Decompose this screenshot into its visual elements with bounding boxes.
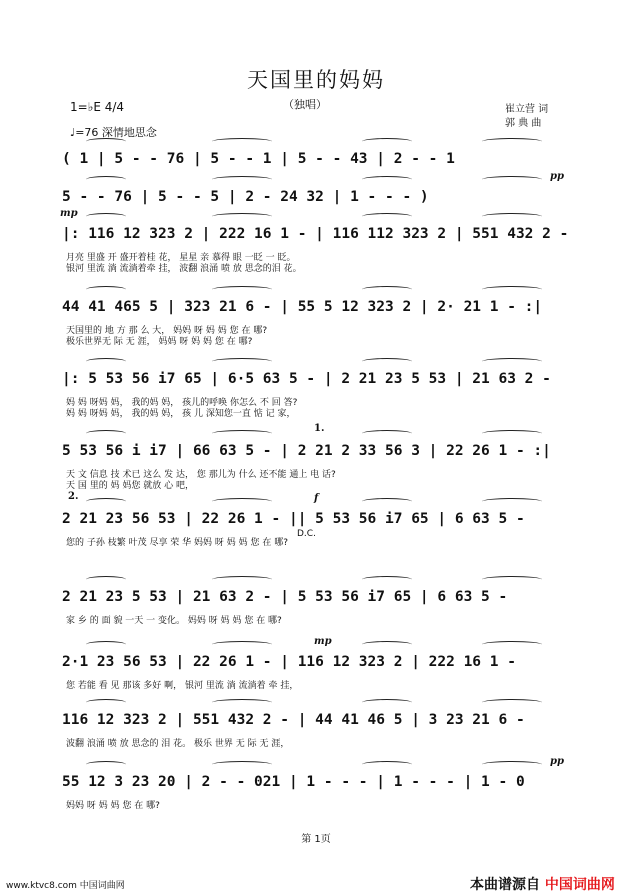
slur-mark: [362, 699, 412, 706]
slur-mark: [482, 699, 542, 706]
site-watermark: www.ktvc8.com 中国词曲网: [6, 881, 125, 891]
slur-mark: [362, 286, 412, 293]
slur-mark: [482, 213, 542, 220]
slur-mark: [212, 498, 272, 505]
slur-mark: [482, 761, 542, 768]
volta-bracket: 1.: [314, 423, 325, 434]
slur-mark: [212, 138, 272, 145]
dynamic-marking: pp: [550, 171, 564, 182]
slur-mark: [482, 641, 542, 648]
slur-mark: [362, 761, 412, 768]
score-system: [62, 756, 578, 822]
dynamic-marking: pp: [550, 756, 564, 767]
score-system: [62, 365, 578, 419]
score-system: [62, 636, 578, 702]
slur-mark: [86, 641, 126, 648]
notation-line: 2·1 23 56 53 | 22 26 1 - | 116 12 323 2 | 222 16 1 -: [62, 654, 516, 670]
slur-mark: [482, 430, 542, 437]
slur-mark: [482, 358, 542, 365]
slur-mark: [86, 498, 126, 505]
notation-line: 2 21 23 5 53 | 21 63 2 - | 5 53 56 i7 65 | 6 63 5 -: [62, 589, 508, 605]
key-signature: 1=♭E 4/4: [70, 100, 125, 114]
slur-mark: [86, 430, 126, 437]
lyric-line-1: 妈 妈 呀妈 妈， 我的妈 妈， 孩儿的呼唤 你怎么 不 回 答?: [66, 398, 298, 408]
slur-mark: [212, 641, 272, 648]
slur-mark: [212, 176, 272, 183]
lyric-line-1: 天 文 信息 技 术已 这么 发 达， 您 那儿为 什么 还不能 通上 电 话?: [66, 470, 336, 480]
score-system: [62, 583, 578, 637]
slur-mark: [86, 213, 126, 220]
lyric-line-1: 月亮 里盛 开 盛开着桂 花， 星星 亲 慕得 眼 一眨 一 眨。: [66, 253, 296, 263]
notation-line: |: 5 53 56 i7 65 | 6·5 63 5 - | 2 21 23 5 53 | 21 63 2 -: [62, 371, 551, 387]
slur-mark: [482, 576, 542, 583]
slur-mark: [362, 176, 412, 183]
slur-mark: [212, 358, 272, 365]
slur-mark: [362, 576, 412, 583]
slur-mark: [86, 176, 126, 183]
slur-mark: [86, 286, 126, 293]
lyric-line-1: 天国里的 地 方 那 么 大， 妈妈 呀 妈 妈 您 在 哪?: [66, 326, 268, 336]
lyric-line-1: 波翻 浪涌 喷 放 思念的 泪 花。 极乐 世界 无 际 无 涯，: [66, 739, 290, 749]
notation-line: ( 1 | 5 - - 76 | 5 - - 1 | 5 - - 43 | 2 - - 1: [62, 151, 455, 167]
da-capo-marking: D.C.: [297, 529, 316, 539]
slur-mark: [212, 430, 272, 437]
notation-line: 5 53 56 i i7 | 66 63 5 - | 2 21 2 33 56 3 | 22 26 1 - :|: [62, 443, 551, 459]
lyric-line-1: 家 乡 的 面 貌 一天 一 变化。 妈妈 呀 妈 妈 您 在 哪?: [66, 616, 282, 626]
source-brand: [470, 874, 615, 894]
lyric-line-1: 您 若能 看 见 那该 多好 啊， 银河 里流 淌 流淌着 牵 挂，: [66, 681, 299, 691]
dynamic-marking: mp: [60, 208, 78, 219]
slur-mark: [86, 761, 126, 768]
notation-line: 116 12 323 2 | 551 432 2 - | 44 41 46 5 | 3 23 21 6 -: [62, 712, 525, 728]
slur-mark: [212, 699, 272, 706]
slur-mark: [362, 213, 412, 220]
notation-line: 5 - - 76 | 5 - - 5 | 2 - 24 32 | 1 - - - ): [62, 189, 429, 205]
notation-line: |: 116 12 323 2 | 222 16 1 - | 116 112 323 2 | 551 432 2 -: [62, 226, 569, 242]
slur-mark: [86, 138, 126, 145]
lyric-line-2: 妈 妈 呀妈 妈， 我的妈 妈， 孩 儿 深知您一直 惦 记 家，: [66, 409, 296, 419]
slur-mark: [86, 358, 126, 365]
slur-mark: [212, 286, 272, 293]
brand-black-text: 本曲谱源自: [470, 877, 540, 893]
tempo-marking: ♩=76 深情地思念: [70, 126, 157, 139]
notation-line: 55 12 3 23 20 | 2 - - 021 | 1 - - - | 1 - - - | 1 - 0: [62, 774, 525, 790]
subtitle: （独唱）: [283, 98, 327, 111]
score-system: [62, 706, 578, 760]
slur-mark: [362, 430, 412, 437]
score-system: [62, 491, 578, 559]
dynamic-marking: f: [314, 493, 319, 504]
slur-mark: [362, 498, 412, 505]
slur-mark: [482, 138, 542, 145]
brand-red-text: 中国词曲网: [544, 877, 615, 893]
slur-mark: [482, 498, 542, 505]
composer-credit: 郭 典 曲: [505, 118, 542, 129]
slur-mark: [482, 286, 542, 293]
slur-mark: [212, 761, 272, 768]
slur-mark: [212, 213, 272, 220]
volta-bracket: 2.: [68, 491, 79, 502]
notation-line: 2 21 23 56 53 | 22 26 1 - || 5 53 56 i7 65 | 6 63 5 -: [62, 511, 525, 527]
slur-mark: [362, 358, 412, 365]
lyric-line-1: 您的 子孙 枝繁 叶茂 尽享 荣 华 妈妈 呀 妈 妈 您 在 哪?: [66, 538, 288, 548]
score-system: [62, 293, 578, 347]
lyric-line-2: 银河 里流 淌 流淌着牵 挂， 波翻 浪涌 喷 放 思念的泪 花。: [66, 264, 302, 274]
lyric-line-2: 天 国 里的 妈 妈您 就放 心 吧，: [66, 481, 195, 491]
slur-mark: [86, 699, 126, 706]
slur-mark: [86, 576, 126, 583]
score-system: [60, 208, 578, 274]
page-number: 第 1页: [301, 834, 331, 845]
lyricist-credit: 崔立营 词: [505, 104, 549, 115]
slur-mark: [362, 641, 412, 648]
slur-mark: [212, 576, 272, 583]
dynamic-marking: mp: [314, 636, 332, 647]
page-title: 天国里的妈妈: [247, 68, 385, 92]
slur-mark: [362, 138, 412, 145]
lyric-line-1: 妈妈 呀 妈 妈 您 在 哪?: [66, 801, 160, 811]
score-system: [62, 423, 578, 491]
slur-mark: [482, 176, 542, 183]
notation-line: 44 41 465 5 | 323 21 6 - | 55 5 12 323 2 | 2· 21 1 - :|: [62, 299, 543, 315]
lyric-line-2: 极乐世界无 际 无 涯， 妈妈 呀 妈 妈 您 在 哪?: [66, 337, 253, 347]
